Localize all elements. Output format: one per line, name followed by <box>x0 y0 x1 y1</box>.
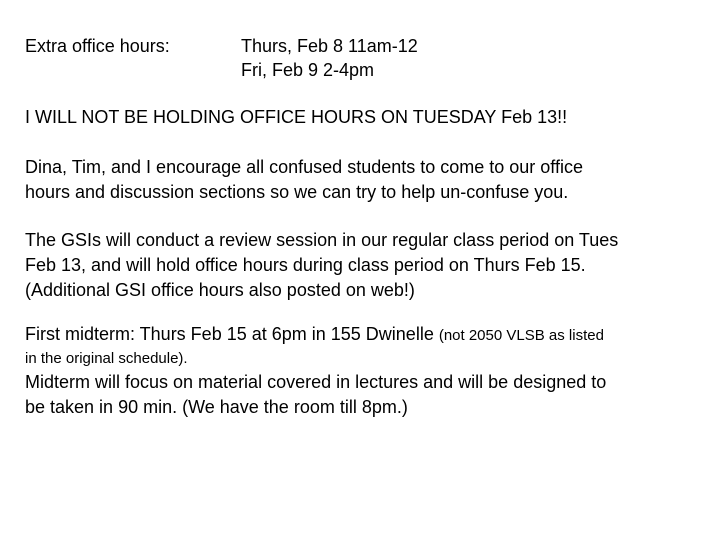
text-line: Midterm will focus on material covered in lectures and will be designed to <box>25 372 607 392</box>
midterm-focus-paragraph <box>25 370 705 420</box>
review-session-paragraph <box>25 228 705 303</box>
midterm-location: First midterm: Thurs Feb 15 at 6pm in 155 Dwinelle <box>25 324 439 344</box>
text-line: Dina, Tim, and I encourage all confused students to come to our office <box>25 157 583 177</box>
encourage-paragraph <box>25 155 705 205</box>
office-hours-times <box>241 34 418 82</box>
text-line: The GSIs will conduct a review session in our regular class period on Tues <box>25 230 619 250</box>
midterm-paragraph <box>25 323 705 370</box>
office-hours-block <box>25 34 418 82</box>
no-office-hours-notice: I WILL NOT BE HOLDING OFFICE HOURS ON TUESDAY Feb 13!! <box>25 107 568 127</box>
text-line: be taken in 90 min. (We have the room till 8pm.) <box>25 397 408 417</box>
text-line: Feb 13, and will hold office hours during class period on Thurs Feb 15. <box>25 255 586 275</box>
text-line: hours and discussion sections so we can try to help un-confuse you. <box>25 182 569 202</box>
midterm-location-note: (not 2050 VLSB as listed <box>438 327 604 344</box>
text-line: (Additional GSI office hours also posted on web!) <box>25 280 415 300</box>
office-hours-time: Thurs, Feb 8 11am-12 <box>241 36 418 56</box>
midterm-location-note-continued: in the original schedule). <box>25 350 188 367</box>
office-hours-label: Extra office hours: <box>25 36 170 56</box>
office-hours-time: Fri, Feb 9 2-4pm <box>241 60 375 80</box>
